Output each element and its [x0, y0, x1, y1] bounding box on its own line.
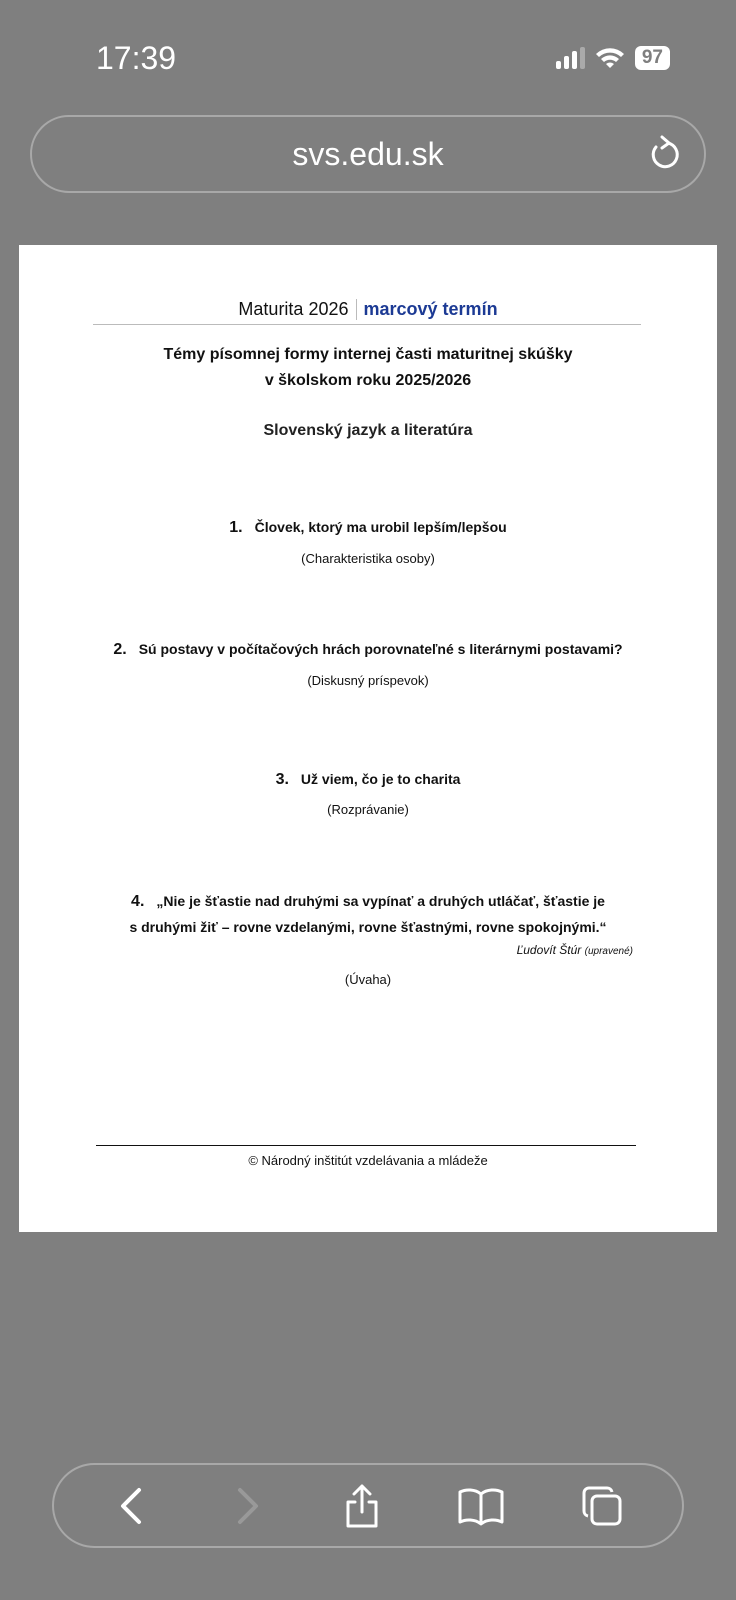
- header-divider: [93, 324, 641, 325]
- forward-icon[interactable]: [227, 1484, 267, 1528]
- address-bar[interactable]: [30, 115, 706, 193]
- status-icons: [556, 46, 670, 70]
- reload-icon[interactable]: [646, 135, 682, 175]
- footer-text: © Národný inštitút vzdelávania a mládeže: [248, 1153, 488, 1168]
- title-line1: Témy písomnej formy internej časti maturitnej skúšky: [163, 346, 573, 363]
- wifi-icon: [595, 47, 625, 69]
- battery-icon: 97: [635, 46, 670, 70]
- topic-1: 1. Človek, ktorý ma urobil lepším/lepšou: [229, 519, 507, 536]
- share-icon[interactable]: [342, 1482, 382, 1530]
- signal-icon: [556, 47, 585, 69]
- topic-1-genre: (Charakteristika osoby): [301, 551, 435, 566]
- topic-4-line2: s druhými žiť – rovne vzdelanými, rovne šťastnými, rovne spokojnými.“: [129, 919, 607, 935]
- topic-4: 4. „Nie je šťastie nad druhými sa vypínať a druhých utláčať, šťastie je: [131, 893, 605, 910]
- topic-2-genre: (Diskusný príspevok): [307, 673, 429, 688]
- tabs-icon[interactable]: [580, 1484, 624, 1528]
- topic-3: 3. Už viem, čo je to charita: [275, 771, 461, 788]
- back-icon[interactable]: [112, 1484, 152, 1528]
- subject: Slovenský jazyk a literatúra: [263, 422, 473, 439]
- title-line2: v školskom roku 2025/2026: [264, 372, 472, 389]
- topic-4-author: Ľudovít Štúr (upravené): [516, 943, 633, 957]
- footer-divider: [96, 1145, 636, 1146]
- url-text[interactable]: svs.edu.sk: [292, 135, 444, 172]
- topic-2: 2. Sú postavy v počítačových hrách porovnateľné s literárnymi postavami?: [113, 641, 623, 658]
- status-time: 17:39: [96, 40, 177, 76]
- browser-toolbar: [52, 1463, 684, 1548]
- bookmarks-icon[interactable]: [457, 1486, 505, 1526]
- pdf-page: [19, 245, 717, 1232]
- header-term: marcový termín: [363, 299, 498, 319]
- topic-4-genre: (Úvaha): [344, 972, 392, 987]
- doc-header: [19, 299, 717, 320]
- topic-3-genre: (Rozprávanie): [327, 802, 409, 817]
- header-year: Maturita 2026: [238, 299, 356, 320]
